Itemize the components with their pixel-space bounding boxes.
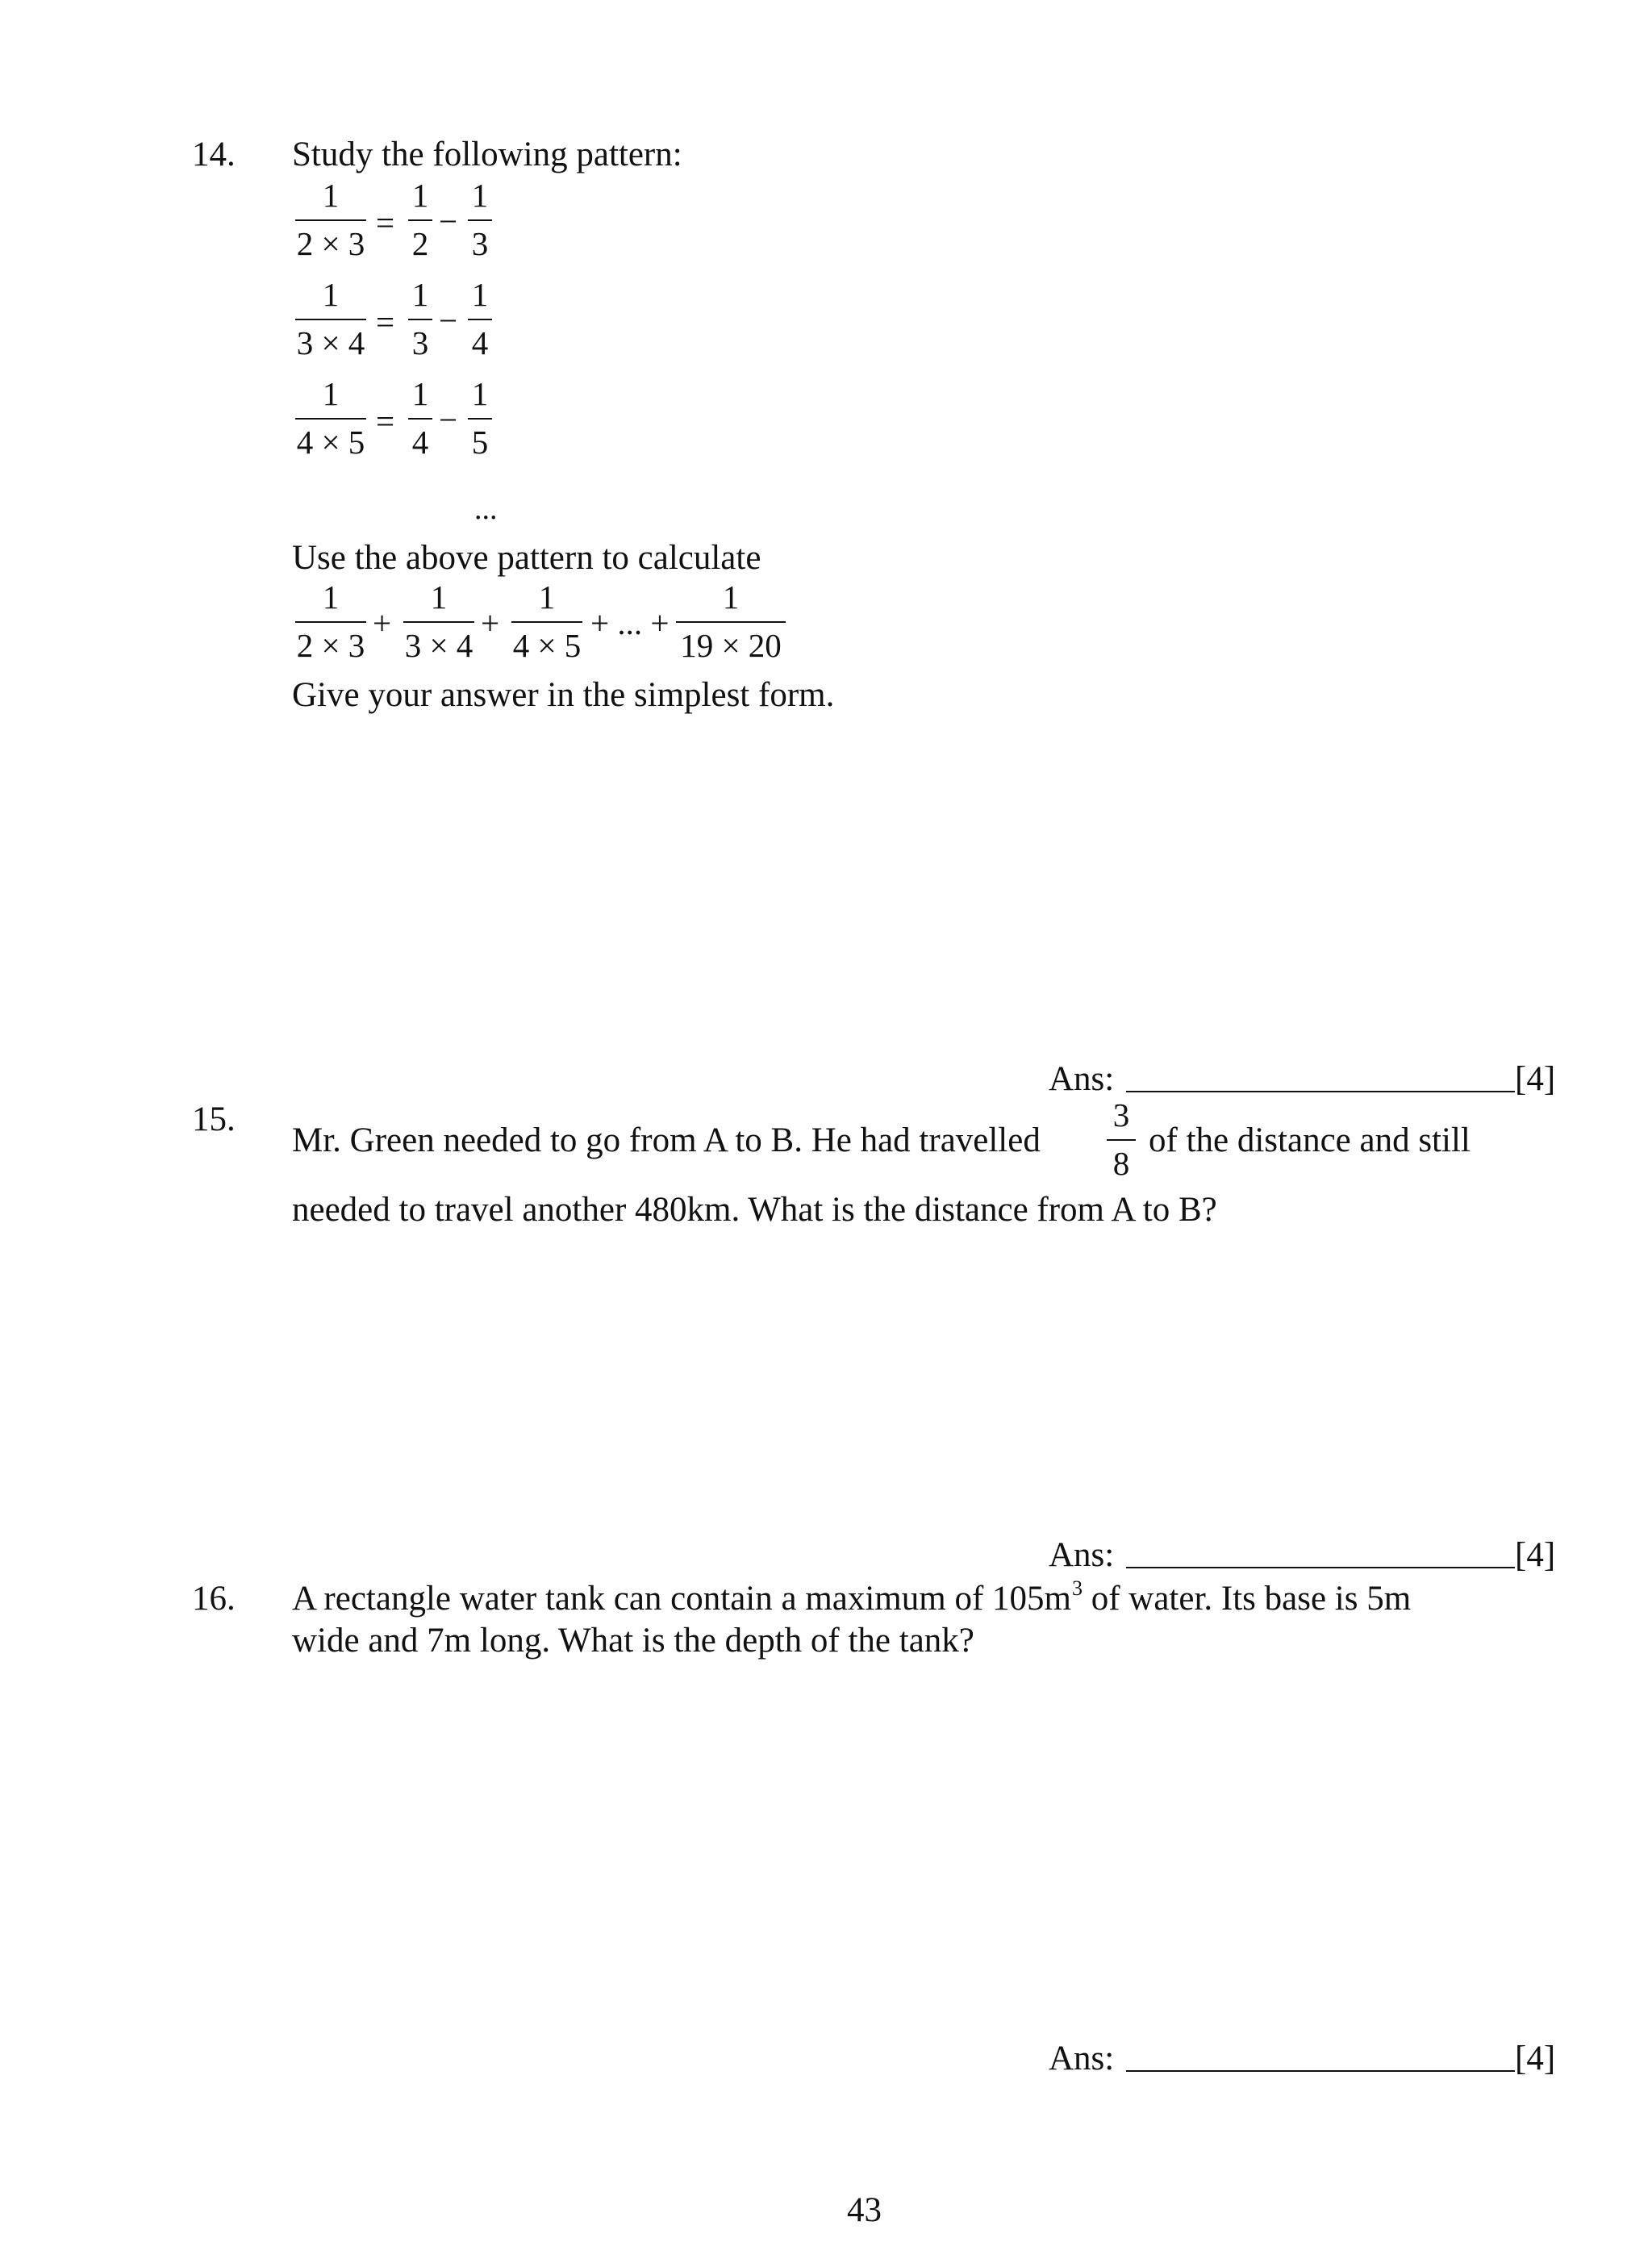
question-15-marks: [4]: [1515, 1536, 1556, 1574]
fraction-numerator: 3: [1112, 1096, 1130, 1134]
fraction-denominator: 4: [411, 424, 429, 461]
fraction-denominator: 2 × 3: [296, 627, 365, 664]
fraction-numerator: 1: [430, 578, 448, 616]
sum-term-1: [295, 578, 366, 665]
pattern-row-2-first-fraction: [408, 278, 432, 362]
pattern-row-3-first-fraction: [408, 375, 432, 461]
fraction-denominator: 4 × 5: [296, 424, 365, 461]
equals-sign: =: [376, 403, 395, 440]
fraction-numerator: 1: [411, 375, 429, 412]
question-16-line-2: wide and 7m long. What is the depth of the tank?: [292, 1622, 974, 1660]
fraction-numerator: 1: [471, 276, 489, 313]
question-15-ans-label: Ans:: [1049, 1536, 1115, 1574]
question-14-marks: [4]: [1515, 1060, 1556, 1098]
question-16-line-1-continued: of water. Its base is 5m: [1082, 1580, 1412, 1618]
plus-sign: +: [481, 604, 500, 641]
fraction-numerator: 1: [322, 276, 340, 313]
equals-sign: =: [376, 204, 395, 241]
pattern-row-1-second-fraction: [468, 179, 492, 263]
fraction-denominator: 2 × 3: [296, 225, 365, 262]
minus-sign: −: [439, 401, 458, 438]
question-14-number: 14.: [192, 136, 236, 173]
pattern-row-3-second-fraction: [468, 375, 492, 461]
question-14-instruction: Use the above pattern to calculate: [292, 539, 761, 577]
pattern-row-3-lhs-fraction: [295, 375, 366, 461]
fraction-numerator: 1: [471, 375, 489, 412]
pattern-ellipsis: ...: [474, 492, 498, 526]
question-16-line-1: [292, 1576, 1412, 1618]
fraction-denominator: 3: [411, 324, 429, 361]
equals-sign: =: [376, 303, 395, 340]
question-16-line-1-text: A rectangle water tank can contain a maximum of 105m: [292, 1580, 1071, 1618]
cubic-superscript: 3: [1071, 1576, 1083, 1600]
question-15-answer-line[interactable]: [1126, 1567, 1515, 1568]
fraction-denominator: 5: [471, 424, 489, 461]
question-16-marks: [4]: [1515, 2040, 1556, 2077]
sum-ellipsis: + ... +: [590, 604, 670, 641]
fraction-numerator: 1: [411, 276, 429, 313]
fraction-denominator: 4 × 5: [512, 627, 582, 664]
sum-term-2: [403, 578, 474, 665]
question-15-line-2: needed to travel another 480km. What is the distance from A to B?: [292, 1191, 1217, 1229]
question-16-ans-label: Ans:: [1049, 2040, 1115, 2077]
pattern-row-1-lhs-fraction: [295, 179, 366, 263]
page-number: 43: [847, 2191, 882, 2229]
fraction-numerator: 1: [411, 177, 429, 214]
fraction-numerator: 1: [322, 375, 340, 412]
sum-term-3: [511, 578, 582, 665]
sum-term-last: [676, 578, 786, 665]
fraction-numerator: 1: [722, 578, 740, 616]
fraction-denominator: 2: [411, 225, 429, 262]
question-14-ans-label: Ans:: [1049, 1060, 1115, 1098]
question-14-answer-line[interactable]: [1126, 1091, 1515, 1092]
fraction-numerator: 1: [471, 177, 489, 214]
plus-sign: +: [373, 604, 392, 641]
fraction-denominator: 3 × 4: [296, 324, 365, 361]
pattern-row-2-second-fraction: [468, 278, 492, 362]
fraction-denominator: 19 × 20: [680, 627, 782, 664]
fraction-numerator: 1: [322, 578, 340, 616]
question-15-number: 15.: [192, 1100, 236, 1138]
question-15-line-1: Mr. Green needed to go from A to B. He had travelled: [292, 1121, 1041, 1159]
question-16-number: 16.: [192, 1580, 236, 1618]
minus-sign: −: [439, 203, 458, 240]
fraction-denominator: 8: [1112, 1145, 1130, 1182]
minus-sign: −: [439, 302, 458, 339]
pattern-row-1-first-fraction: [408, 179, 432, 263]
fraction-numerator: 1: [538, 578, 556, 616]
fraction-denominator: 3 × 4: [404, 627, 473, 664]
fraction-denominator: 3: [471, 225, 489, 262]
question-15-line-1-continued: of the distance and still: [1149, 1121, 1471, 1159]
fraction-denominator: 4: [471, 324, 489, 361]
question-15-fraction: [1107, 1096, 1136, 1183]
fraction-numerator: 1: [322, 177, 340, 214]
question-16-answer-line[interactable]: [1126, 2070, 1515, 2072]
pattern-row-2-lhs-fraction: [295, 278, 366, 362]
question-14-closing: Give your answer in the simplest form.: [292, 676, 835, 714]
question-14-intro: Study the following pattern:: [292, 136, 682, 173]
